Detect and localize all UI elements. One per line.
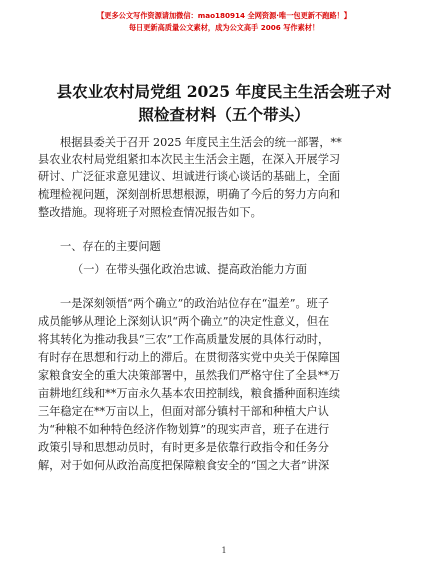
body-line: 解，对于如何从政治高度把保障粮食安全的“国之大者”讲深 <box>38 459 330 472</box>
intro-line: 整改措施。现将班子对照检查情况报告如下。 <box>38 206 262 219</box>
section-heading: 一、存在的主要问题 <box>60 240 161 253</box>
document-title-line-1: 县农业农村局党组 2025 年度民主生活会班子对 <box>56 82 392 101</box>
body-line: 三年稳定在**万亩以上，但面对部分镇村干部和种植大户认 <box>38 405 329 418</box>
body-line: 政策引导和思想动员时，有时更多是依靠行政指令和任务分 <box>38 441 329 454</box>
body-line: 有时存在思想和行动上的滞后。在贯彻落实党中央关于保障国 <box>38 351 341 364</box>
body-line: 家粮食安全的重大决策部署中，虽然我们严格守住了全县**万 <box>38 369 341 382</box>
intro-line: 研讨、广泛征求意见建议、坦诚进行谈心谈话的基础上，全面 <box>38 170 341 183</box>
page-number: 1 <box>221 546 227 555</box>
document-title-line-2: 照检查材料（五个带头） <box>138 105 310 124</box>
promo-banner-line-1: 【更多公文写作资源请加微信：mao180914 全网资源·唯一包更新不跑路！】 <box>97 11 351 20</box>
body-line: 亩耕地红线和**万亩永久基本农田控制线，粮食播种面积连续 <box>38 387 341 400</box>
intro-line: 梳理检视问题，深刻剖析思想根源，明确了今后的努力方向和 <box>38 188 341 201</box>
promo-banner-line-2: 每日更新高质量公文素材，成为公文高手 2006 写作素材！ <box>128 23 320 32</box>
body-line: 将其转化为推动我县“三农”工作高质量发展的具体行动时， <box>38 333 330 346</box>
subsection-heading: （一）在带头强化政治忠诚、提高政治能力方面 <box>72 263 307 276</box>
intro-line: 县农业农村局党组紧扣本次民主生活会主题，在深入开展学习 <box>38 153 341 166</box>
body-line: 为“种粮不如种特色经济作物划算”的现实声音，班子在进行 <box>38 423 330 436</box>
intro-line: 根据县委关于召开 2025 年度民主生活会的统一部署，** <box>60 136 342 149</box>
body-line: 成员能够从理论上深刻认识“两个确立”的决定性意义，但在 <box>38 315 330 328</box>
body-line: 一是深刻领悟“两个确立”的政治站位存在“温差”。班子 <box>60 297 330 310</box>
